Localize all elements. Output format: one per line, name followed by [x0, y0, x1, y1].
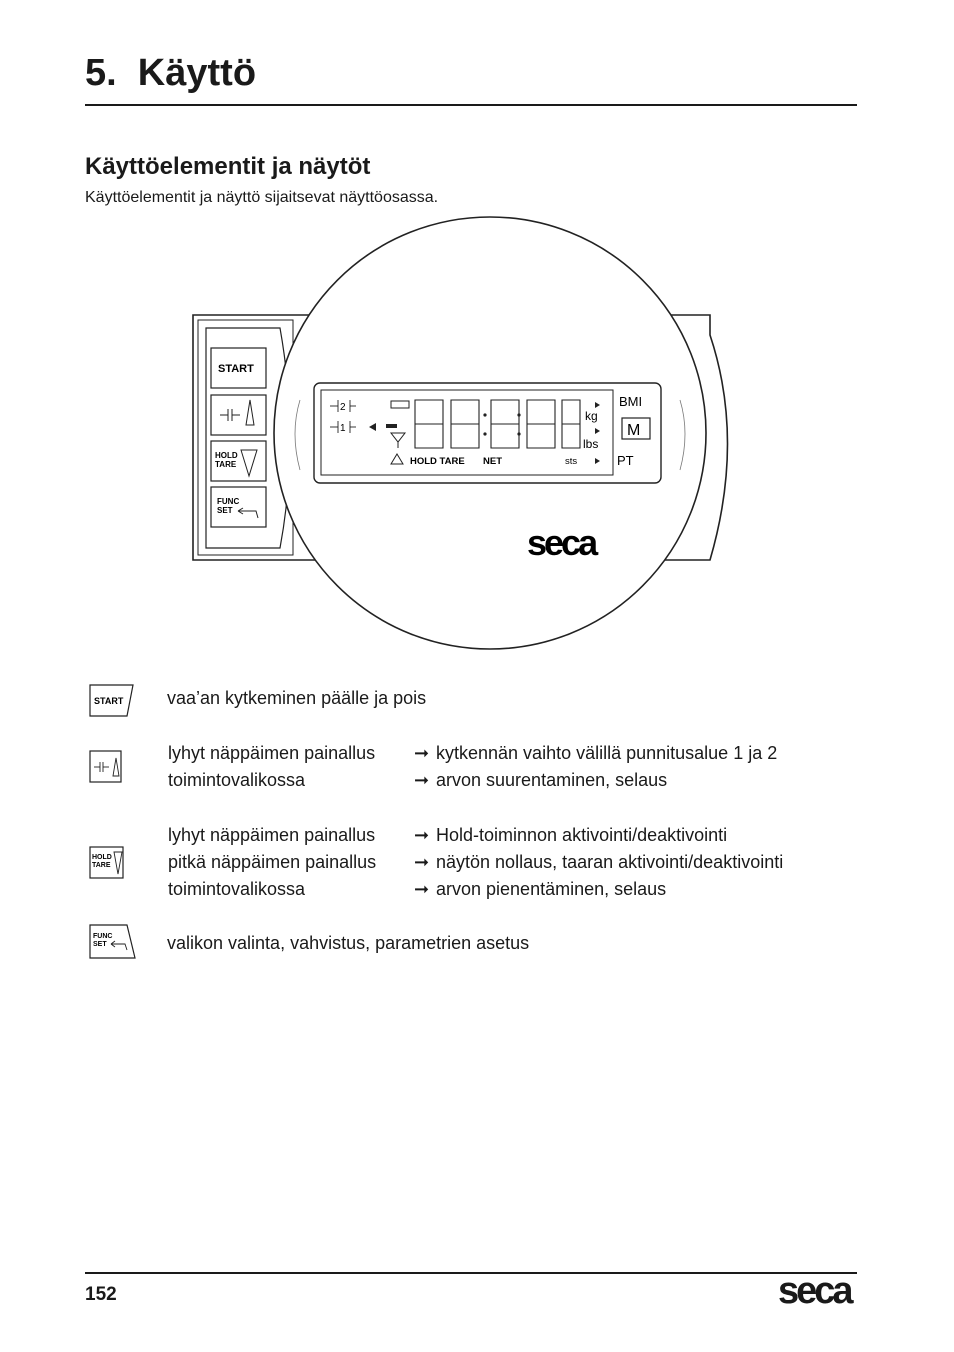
legend-range-desc-1: lyhyt näppäimen painallus — [168, 743, 376, 763]
net-indicator: NET — [483, 456, 502, 467]
page-number: 152 — [85, 1284, 117, 1305]
arrow-icon: ➞ — [414, 770, 430, 790]
legend-hold-action-3: arvon pienentäminen, selaus — [436, 879, 667, 899]
legend-func-text: valikon valinta, vahvistus, parametrien asetus — [167, 933, 530, 953]
func-label: FUNC — [217, 497, 240, 506]
legend-set-label: SET — [93, 941, 107, 948]
arrow-icon: ➞ — [414, 879, 430, 899]
hold-tare-key-icon — [89, 845, 127, 881]
sts-indicator: sts — [565, 456, 578, 467]
start-key-icon — [89, 683, 135, 719]
legend-tare-label: TARE — [92, 862, 111, 869]
legend-start-text: vaa’an kytkeminen päälle ja pois — [167, 688, 427, 708]
legend-hold-action-2: näytön nollaus, taaran aktivointi/deaktivointi — [436, 852, 784, 872]
footer-rule — [85, 1272, 857, 1274]
legend-hold-desc-1: lyhyt näppäimen painallus — [168, 825, 376, 845]
range-key-icon — [89, 749, 125, 785]
legend-hold-label: HOLD — [92, 854, 112, 861]
func-set-key[interactable] — [211, 487, 266, 527]
arrow-icon: ➞ — [414, 852, 430, 872]
legend-func-label: FUNC — [93, 933, 113, 940]
range-2-label: 2 — [340, 402, 346, 413]
chapter-title: 5. Käyttö — [85, 52, 257, 94]
arrow-icon: ➞ — [414, 743, 430, 763]
tare-label: TARE — [215, 460, 237, 469]
scale-display-illustration — [0, 0, 954, 660]
device-brand-logo: seca — [527, 522, 596, 563]
hold-tare-indicator: HOLD TARE — [410, 456, 465, 467]
section-intro: Käyttöelementit ja näyttö sijaitsevat näyttöosassa. — [85, 189, 439, 206]
bmi-label: BMI — [619, 394, 643, 409]
hold-tare-key[interactable] — [211, 441, 266, 481]
legend-hold-action-1: Hold-toiminnon aktivointi/deaktivointi — [436, 825, 728, 845]
legend-range-action-2: arvon suurentaminen, selaus — [436, 770, 668, 790]
start-key[interactable] — [211, 348, 266, 388]
pt-label: PT — [617, 453, 634, 468]
section-title: Käyttöelementit ja näytöt — [85, 153, 371, 180]
hold-label: HOLD — [215, 451, 238, 460]
legend-hold-desc-3: toimintovalikossa — [168, 879, 306, 899]
range-1-label: 1 — [340, 423, 346, 434]
legend-hold-desc-2: pitkä näppäimen painallus — [168, 852, 377, 872]
range-key[interactable] — [211, 395, 266, 435]
arrow-icon: ➞ — [414, 825, 430, 845]
legend-range-desc-2: toimintovalikossa — [168, 770, 306, 790]
footer-brand-logo: seca — [778, 1270, 851, 1312]
legend-start-label: START — [94, 696, 124, 706]
legend-range-action-1: kytkennän vaihto välillä punnitusalue 1 ja 2 — [436, 743, 778, 763]
set-label: SET — [217, 506, 233, 515]
start-key-label: START — [218, 363, 254, 375]
unit-kg: kg — [585, 409, 598, 423]
func-set-key-icon — [89, 923, 137, 961]
memory-label: M — [627, 422, 641, 439]
unit-lbs: lbs — [583, 437, 599, 451]
